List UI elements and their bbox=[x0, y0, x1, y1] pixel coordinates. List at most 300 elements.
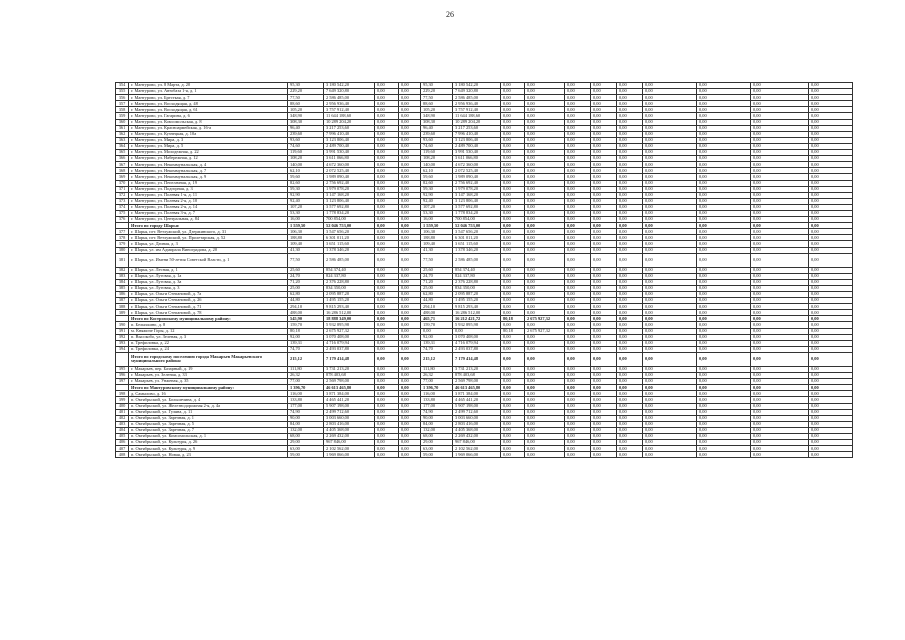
value-cell: 59,30 bbox=[421, 186, 453, 192]
value-cell: 0,00 bbox=[591, 298, 617, 304]
value-cell: 0,00 bbox=[525, 292, 565, 298]
value-cell: 2 569 798,00 bbox=[324, 379, 375, 385]
value-cell: 0,00 bbox=[809, 235, 853, 241]
row-number: 370 bbox=[116, 180, 129, 186]
value-cell: 2 095 887,20 bbox=[453, 292, 501, 298]
value-cell: 7 179 414,48 bbox=[324, 352, 375, 366]
value-cell: 0,00 bbox=[697, 204, 751, 210]
value-cell: 0,00 bbox=[809, 285, 853, 291]
row-number: 358 bbox=[116, 107, 129, 113]
value-cell: 0,00 bbox=[525, 223, 565, 229]
value-cell: 0,00 bbox=[591, 334, 617, 340]
value-cell: 0,00 bbox=[809, 101, 853, 107]
value-cell: 108,20 bbox=[421, 156, 453, 162]
row-number: 354 bbox=[116, 83, 129, 89]
value-cell: 2 489 700,40 bbox=[453, 143, 501, 149]
value-cell: 0,00 bbox=[809, 107, 853, 113]
value-cell: 0,00 bbox=[591, 391, 617, 397]
value-cell: 967 846,00 bbox=[453, 440, 501, 446]
value-cell: 0,00 bbox=[375, 247, 399, 253]
value-cell: 0,00 bbox=[501, 95, 525, 101]
value-cell: 0,00 bbox=[591, 217, 617, 223]
value-cell: 0,00 bbox=[697, 107, 751, 113]
value-cell: 0,00 bbox=[643, 328, 697, 334]
value-cell: 0,00 bbox=[399, 101, 421, 107]
value-cell: 3 991 530,40 bbox=[453, 150, 501, 156]
value-cell: 0,00 bbox=[525, 415, 565, 421]
value-cell: 0,00 bbox=[809, 391, 853, 397]
value-cell: 0,00 bbox=[565, 210, 591, 216]
value-cell: 0,00 bbox=[751, 397, 809, 403]
address-cell: Итого по Костромскому муниципальному району: bbox=[129, 316, 288, 322]
value-cell: 0,00 bbox=[565, 180, 591, 186]
value-cell: 0,00 bbox=[501, 210, 525, 216]
value-cell: 0,00 bbox=[751, 247, 809, 253]
value-cell: 0,00 bbox=[697, 366, 751, 372]
value-cell: 0,00 bbox=[375, 346, 399, 352]
value-cell: 0,00 bbox=[809, 440, 853, 446]
value-cell: 0,00 bbox=[617, 235, 643, 241]
value-cell: 0,00 bbox=[501, 292, 525, 298]
address-cell: г. Шарья, ул. Имени 50-летия Советской Власти, д. 1 bbox=[129, 253, 288, 267]
value-cell: 0,00 bbox=[565, 156, 591, 162]
value-cell: 0,00 bbox=[697, 198, 751, 204]
address-cell: Итого по городскому поселению города Макарьев Макарьевского муниципального района: bbox=[129, 352, 288, 366]
address-cell: г. Шарья, ул. Ольги Степановой, д. 71 bbox=[129, 304, 288, 310]
address-cell: п. Октябрьский, ул. Большечина, д. 4 bbox=[129, 397, 288, 403]
value-cell: 74,70 bbox=[421, 346, 453, 352]
value-cell: 4 716 079,94 bbox=[453, 340, 501, 346]
value-cell: 0,00 bbox=[525, 150, 565, 156]
value-cell: 96,40 bbox=[288, 125, 324, 131]
value-cell: 0,00 bbox=[643, 334, 697, 340]
value-cell: 0,00 bbox=[643, 340, 697, 346]
value-cell: 0,00 bbox=[501, 186, 525, 192]
value-cell: 0,00 bbox=[565, 83, 591, 89]
value-cell: 0,00 bbox=[525, 217, 565, 223]
value-cell: 92,40 bbox=[421, 198, 453, 204]
value-cell: 0,00 bbox=[809, 89, 853, 95]
value-cell: 0,00 bbox=[751, 316, 809, 322]
value-cell: 0,00 bbox=[809, 210, 853, 216]
value-cell: 0,00 bbox=[565, 107, 591, 113]
value-cell: 4 405 368,00 bbox=[324, 427, 375, 433]
value-cell: 0,00 bbox=[591, 340, 617, 346]
value-cell: 59,60 bbox=[288, 174, 324, 180]
value-cell: 177,00 bbox=[288, 403, 324, 409]
value-cell: 0,00 bbox=[399, 446, 421, 452]
address-cell: г. Мантурово, ул. Восходящая, д. 48 bbox=[129, 101, 288, 107]
value-cell: 0,00 bbox=[399, 137, 421, 143]
value-cell: 0,00 bbox=[399, 241, 421, 247]
value-cell: 0,00 bbox=[809, 304, 853, 310]
value-cell: 0,00 bbox=[751, 427, 809, 433]
row-number: 407 bbox=[116, 446, 129, 452]
value-cell: 0,00 bbox=[525, 334, 565, 340]
value-cell: 1 396,70 bbox=[421, 385, 453, 391]
row-number: 367 bbox=[116, 162, 129, 168]
value-cell: 0,00 bbox=[809, 279, 853, 285]
value-cell: 0,00 bbox=[591, 198, 617, 204]
value-cell: 74,60 bbox=[421, 143, 453, 149]
value-cell: 74,70 bbox=[288, 346, 324, 352]
value-cell: 0,00 bbox=[643, 379, 697, 385]
value-cell: 7 649 320,80 bbox=[324, 89, 375, 95]
value-cell: 0,00 bbox=[591, 168, 617, 174]
value-cell: 0,00 bbox=[565, 379, 591, 385]
value-cell: 0,00 bbox=[565, 352, 591, 366]
address-cell: г. Мантурово, ул. Гагарина, д. 6 bbox=[129, 113, 288, 119]
value-cell: 0,00 bbox=[375, 273, 399, 279]
value-cell: 68,00 bbox=[288, 433, 324, 439]
value-cell: 0,00 bbox=[643, 89, 697, 95]
value-cell: 3 217 253,60 bbox=[324, 125, 375, 131]
value-cell: 59,00 bbox=[288, 452, 324, 458]
value-cell: 0,00 bbox=[617, 107, 643, 113]
value-cell: 0,00 bbox=[751, 143, 809, 149]
value-cell: 0,00 bbox=[375, 298, 399, 304]
value-cell: 0,00 bbox=[617, 385, 643, 391]
value-cell: 0,00 bbox=[565, 397, 591, 403]
value-cell: 0,00 bbox=[809, 168, 853, 174]
value-cell: 0,00 bbox=[809, 131, 853, 137]
address-cell: г. Шарья, ул. Ольги Степановой, д. 7а bbox=[129, 292, 288, 298]
value-cell: 0,00 bbox=[565, 241, 591, 247]
value-cell: 308,30 bbox=[421, 119, 453, 125]
value-cell: 0,00 bbox=[399, 192, 421, 198]
value-cell: 0,00 bbox=[525, 156, 565, 162]
value-cell: 0,00 bbox=[591, 366, 617, 372]
value-cell: 0,00 bbox=[617, 409, 643, 415]
value-cell: 0,00 bbox=[375, 379, 399, 385]
value-cell: 0,00 bbox=[697, 328, 751, 334]
address-cell: п. Октябрьский, ул. Заречная, д. 5 bbox=[129, 421, 288, 427]
value-cell: 3 991 530,40 bbox=[324, 150, 375, 156]
value-cell: 90,00 bbox=[421, 415, 453, 421]
value-cell: 0,00 bbox=[617, 403, 643, 409]
value-cell: 0,00 bbox=[501, 304, 525, 310]
value-cell: 0,00 bbox=[525, 125, 565, 131]
row-number: 362 bbox=[116, 131, 129, 137]
value-cell: 0,00 bbox=[643, 131, 697, 137]
value-cell: 0,00 bbox=[809, 385, 853, 391]
value-cell: 0,00 bbox=[525, 192, 565, 198]
value-cell: 0,00 bbox=[617, 137, 643, 143]
value-cell: 0,00 bbox=[525, 168, 565, 174]
row-number: 401 bbox=[116, 409, 129, 415]
value-cell: 109,40 bbox=[421, 241, 453, 247]
value-cell: 140,00 bbox=[288, 162, 324, 168]
address-cell: п. Октябрьский, ул. Железнодорожная 2-я, д. 4а bbox=[129, 403, 288, 409]
value-cell: 0,00 bbox=[617, 186, 643, 192]
value-cell: 0,00 bbox=[591, 346, 617, 352]
value-cell: 0,00 bbox=[809, 433, 853, 439]
value-cell: 0,00 bbox=[809, 83, 853, 89]
value-cell: 0,00 bbox=[399, 440, 421, 446]
value-cell: 4 672 360,00 bbox=[324, 162, 375, 168]
value-cell: 3 611 066,80 bbox=[453, 156, 501, 162]
value-cell: 0,00 bbox=[565, 89, 591, 95]
value-cell: 3 180 542,20 bbox=[324, 83, 375, 89]
value-cell: 0,00 bbox=[751, 107, 809, 113]
value-cell: 0,00 bbox=[617, 192, 643, 198]
value-cell: 0,00 bbox=[565, 229, 591, 235]
value-cell: 0,00 bbox=[643, 95, 697, 101]
value-cell: 139,31 bbox=[288, 340, 324, 346]
value-cell: 16 286 512,00 bbox=[324, 310, 375, 316]
address-cell: г. Мантурово, ул. Центральная, д. 84 bbox=[129, 217, 288, 223]
value-cell: 52 046 753,00 bbox=[453, 223, 501, 229]
value-cell: 84,00 bbox=[421, 421, 453, 427]
value-cell: 0,00 bbox=[809, 137, 853, 143]
value-cell: 0,00 bbox=[697, 89, 751, 95]
value-cell: 53,30 bbox=[288, 210, 324, 216]
address-cell: г. Шарья, ул. Ольги Степановой, д. 78 bbox=[129, 310, 288, 316]
address-cell: г. Макарьев, ул. Унженая, д. 35 bbox=[129, 379, 288, 385]
value-cell: 0,00 bbox=[643, 385, 697, 391]
value-cell: 0,00 bbox=[697, 397, 751, 403]
address-cell: п. Октябрьский, ул. Новая, д. 23 bbox=[129, 452, 288, 458]
value-cell: 0,00 bbox=[617, 446, 643, 452]
value-cell: 0,00 bbox=[501, 253, 525, 267]
value-cell: 0,00 bbox=[501, 346, 525, 352]
value-cell: 0,00 bbox=[399, 379, 421, 385]
value-cell: 0,00 bbox=[591, 95, 617, 101]
row-number: 392 bbox=[116, 334, 129, 340]
value-cell: 0,00 bbox=[643, 174, 697, 180]
value-cell: 0,00 bbox=[697, 156, 751, 162]
value-cell: 0,00 bbox=[591, 101, 617, 107]
row-number: 400 bbox=[116, 403, 129, 409]
row-number: 395 bbox=[116, 366, 129, 372]
value-cell: 0,00 bbox=[565, 113, 591, 119]
value-cell: 0,00 bbox=[399, 119, 421, 125]
value-cell: 0,00 bbox=[643, 156, 697, 162]
value-cell: 0,00 bbox=[399, 427, 421, 433]
value-cell: 77,50 bbox=[421, 95, 453, 101]
address-cell: г. Мантурово, ул. Комсомольская, д. 8 bbox=[129, 119, 288, 125]
value-cell: 0,00 bbox=[565, 403, 591, 409]
value-cell: 0,00 bbox=[501, 168, 525, 174]
value-cell: 0,00 bbox=[643, 217, 697, 223]
value-cell: 0,00 bbox=[565, 279, 591, 285]
row-number: 359 bbox=[116, 113, 129, 119]
value-cell: 0,00 bbox=[591, 440, 617, 446]
value-cell: 0,00 bbox=[525, 204, 565, 210]
value-cell: 0,00 bbox=[375, 279, 399, 285]
row-number: 377 bbox=[116, 229, 129, 235]
value-cell: 0,00 bbox=[697, 273, 751, 279]
value-cell: 0,00 bbox=[697, 131, 751, 137]
value-cell: 0,00 bbox=[809, 247, 853, 253]
value-cell: 239,60 bbox=[421, 131, 453, 137]
value-cell: 0,00 bbox=[375, 113, 399, 119]
value-cell: 0,00 bbox=[697, 304, 751, 310]
value-cell: 0,00 bbox=[643, 279, 697, 285]
value-cell: 0,00 bbox=[565, 273, 591, 279]
row-number: 365 bbox=[116, 150, 129, 156]
value-cell: 0,00 bbox=[525, 385, 565, 391]
value-cell: 0,00 bbox=[697, 310, 751, 316]
value-cell: 0,00 bbox=[525, 440, 565, 446]
value-cell: 0,00 bbox=[375, 385, 399, 391]
value-cell: 0,00 bbox=[751, 322, 809, 328]
value-cell: 0,00 bbox=[697, 427, 751, 433]
value-cell: 0,00 bbox=[399, 352, 421, 366]
value-cell: 0,00 bbox=[399, 292, 421, 298]
row-number: 386 bbox=[116, 292, 129, 298]
value-cell: 0,00 bbox=[501, 204, 525, 210]
value-cell: 0,00 bbox=[525, 304, 565, 310]
value-cell: 88,60 bbox=[288, 101, 324, 107]
value-cell: 16,00 bbox=[288, 217, 324, 223]
value-cell: 2 756 692,40 bbox=[324, 180, 375, 186]
value-cell: 0,00 bbox=[399, 397, 421, 403]
value-cell: 0,00 bbox=[375, 409, 399, 415]
value-cell: 62,80 bbox=[421, 292, 453, 298]
value-cell: 0,00 bbox=[751, 446, 809, 452]
value-cell: 0,00 bbox=[617, 174, 643, 180]
row-number: 382 bbox=[116, 267, 129, 273]
value-cell: 0,00 bbox=[751, 192, 809, 198]
value-cell: 93,60 bbox=[288, 137, 324, 143]
value-cell: 0,00 bbox=[375, 322, 399, 328]
value-cell: 0,00 bbox=[525, 119, 565, 125]
value-cell: 0,00 bbox=[399, 125, 421, 131]
value-cell: 0,00 bbox=[501, 229, 525, 235]
row-number: 373 bbox=[116, 198, 129, 204]
value-cell: 0,00 bbox=[697, 229, 751, 235]
value-cell: 0,00 bbox=[751, 186, 809, 192]
value-cell: 0,00 bbox=[375, 217, 399, 223]
value-cell: 0,00 bbox=[565, 101, 591, 107]
value-cell: 0,00 bbox=[399, 421, 421, 427]
value-cell: 0,00 bbox=[565, 310, 591, 316]
value-cell: 0,00 bbox=[591, 247, 617, 253]
housing-register-table bbox=[115, 82, 853, 458]
value-cell: 0,00 bbox=[375, 101, 399, 107]
value-cell: 0,00 bbox=[399, 310, 421, 316]
value-cell: 0,00 bbox=[643, 292, 697, 298]
value-cell: 0,00 bbox=[525, 235, 565, 241]
value-cell: 0,00 bbox=[809, 415, 853, 421]
value-cell: 0,00 bbox=[697, 334, 751, 340]
value-cell: 111,80 bbox=[421, 366, 453, 372]
value-cell: 0,00 bbox=[697, 143, 751, 149]
row-number: 388 bbox=[116, 304, 129, 310]
value-cell: 111,80 bbox=[288, 366, 324, 372]
value-cell: 0,00 bbox=[399, 273, 421, 279]
value-cell: 0,00 bbox=[565, 298, 591, 304]
value-cell: 0,00 bbox=[697, 352, 751, 366]
value-cell: 77,50 bbox=[421, 253, 453, 267]
value-cell: 0,00 bbox=[501, 89, 525, 95]
value-cell: 0,00 bbox=[453, 328, 501, 334]
value-cell: 0,00 bbox=[751, 83, 809, 89]
row-number: 384 bbox=[116, 279, 129, 285]
address-cell: г. Мантурово, ул. Некоммунальская, д. 4 bbox=[129, 162, 288, 168]
row-number: 355 bbox=[116, 89, 129, 95]
value-cell: 0,00 bbox=[751, 125, 809, 131]
value-cell: 0,00 bbox=[591, 310, 617, 316]
value-cell: 0,00 bbox=[617, 89, 643, 95]
value-cell: 0,00 bbox=[501, 247, 525, 253]
value-cell: 0,00 bbox=[591, 107, 617, 113]
value-cell: 0,00 bbox=[751, 168, 809, 174]
value-cell: 0,00 bbox=[525, 279, 565, 285]
value-cell: 0,00 bbox=[643, 186, 697, 192]
value-cell: 3 871 384,00 bbox=[324, 391, 375, 397]
value-cell: 0,00 bbox=[617, 273, 643, 279]
value-cell: 0,00 bbox=[375, 156, 399, 162]
value-cell: 0,00 bbox=[591, 352, 617, 366]
value-cell: 0,00 bbox=[525, 162, 565, 168]
value-cell: 0,00 bbox=[565, 415, 591, 421]
value-cell: 0,00 bbox=[525, 373, 565, 379]
value-cell: 0,00 bbox=[525, 247, 565, 253]
value-cell: 74,90 bbox=[421, 409, 453, 415]
value-cell: 0,00 bbox=[565, 143, 591, 149]
value-cell: 0,00 bbox=[617, 421, 643, 427]
value-cell: 0,00 bbox=[643, 247, 697, 253]
address-cell: г. Мантурово, ул. Мира, д. 5 bbox=[129, 143, 288, 149]
value-cell: 0,00 bbox=[617, 125, 643, 131]
value-cell: 0,00 bbox=[375, 352, 399, 366]
value-cell: 0,00 bbox=[617, 204, 643, 210]
value-cell: 0,00 bbox=[375, 204, 399, 210]
value-cell: 71,20 bbox=[421, 279, 453, 285]
value-cell: 0,00 bbox=[751, 119, 809, 125]
value-cell: 0,00 bbox=[565, 162, 591, 168]
address-cell: п. Октябрьский, ул. Заречная, д. 1 bbox=[129, 415, 288, 421]
value-cell: 0,00 bbox=[591, 192, 617, 198]
value-cell: 0,00 bbox=[501, 385, 525, 391]
address-cell: п. Октябрьский, ул. Культуры, д. 26 bbox=[129, 440, 288, 446]
value-cell: 0,00 bbox=[565, 174, 591, 180]
value-cell: 0,00 bbox=[375, 210, 399, 216]
address-cell: г. Макарьев, пер. Базарный, д. 19 bbox=[129, 366, 288, 372]
row-number: 380 bbox=[116, 247, 129, 253]
row-number: 404 bbox=[116, 427, 129, 433]
value-cell: 0,00 bbox=[617, 340, 643, 346]
value-cell: 0,00 bbox=[809, 95, 853, 101]
value-cell: 0,00 bbox=[617, 373, 643, 379]
value-cell: 0,00 bbox=[565, 150, 591, 156]
value-cell: 0,00 bbox=[643, 409, 697, 415]
address-cell: п. Октябрьский, ул. Гуляна, д. 11 bbox=[129, 409, 288, 415]
value-cell: 0,00 bbox=[617, 83, 643, 89]
value-cell: 0,00 bbox=[525, 186, 565, 192]
value-cell: 5 907 198,00 bbox=[453, 403, 501, 409]
address-cell: п. Трефиловка, д. 22 bbox=[129, 340, 288, 346]
value-cell: 0,00 bbox=[375, 150, 399, 156]
value-cell: 52 046 753,00 bbox=[324, 223, 375, 229]
value-cell: 0,00 bbox=[525, 340, 565, 346]
value-cell: 0,00 bbox=[617, 143, 643, 149]
value-cell: 0,00 bbox=[617, 229, 643, 235]
value-cell: 3 577 692,80 bbox=[324, 204, 375, 210]
value-cell: 0,00 bbox=[751, 379, 809, 385]
value-cell: 9 815 293,40 bbox=[324, 304, 375, 310]
address-cell: п. Октябрьский, ул. Заречная, д. 7 bbox=[129, 427, 288, 433]
value-cell: 2 675 927,32 bbox=[324, 328, 375, 334]
value-cell: 0,00 bbox=[809, 119, 853, 125]
address-cell: г. Макарьев, ул. Зеленая, д. 33 bbox=[129, 373, 288, 379]
value-cell: 0,00 bbox=[751, 373, 809, 379]
value-cell: 2 756 692,40 bbox=[453, 180, 501, 186]
value-cell: 7 649 320,80 bbox=[453, 89, 501, 95]
value-cell: 0,00 bbox=[751, 174, 809, 180]
